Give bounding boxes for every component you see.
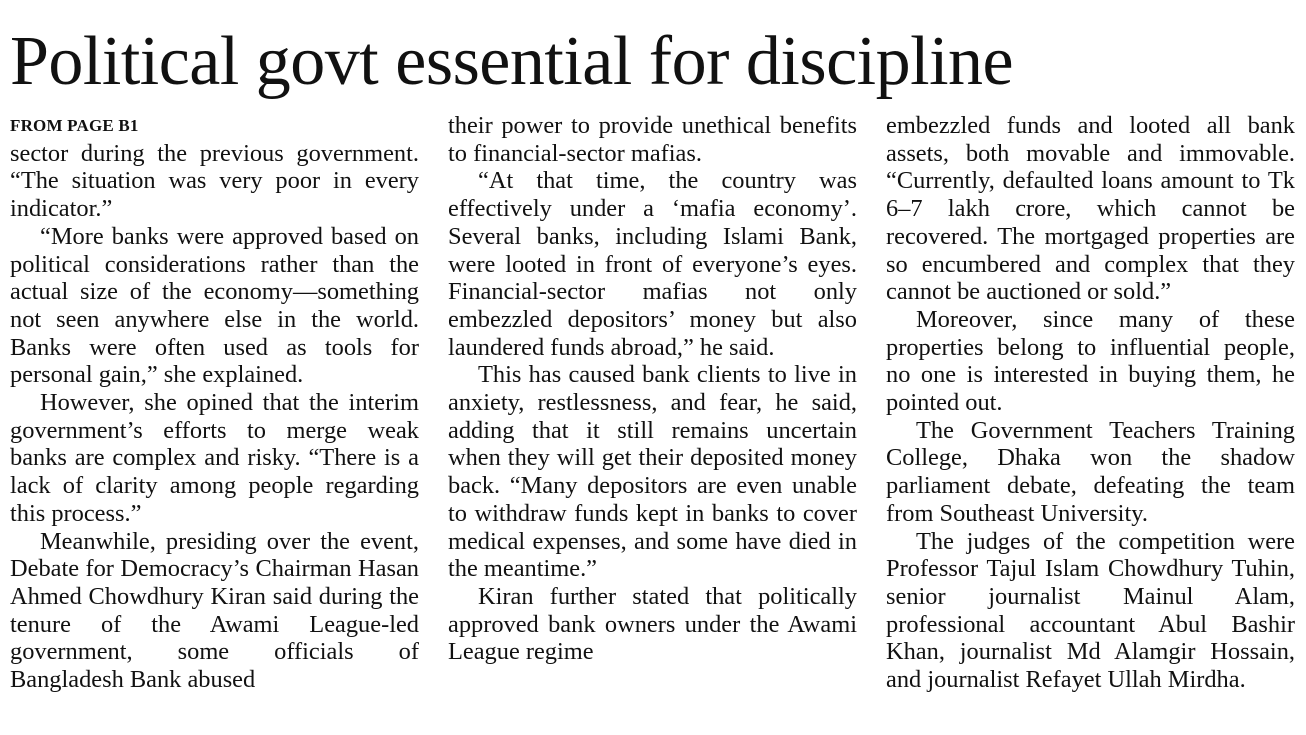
paragraph: their power to provide unethical benefits to financial-sector mafias.: [448, 112, 857, 167]
paragraph: “More banks were approved based on political considerations rather than the actual size of the economy—something not seen anywhere else in the world. Banks were often used as tools for personal gain,” she explained.: [10, 222, 419, 389]
article-column-3: [886, 112, 1295, 694]
paragraph: The Government Teachers Training College, Dhaka won the shadow parliament debate, defeating the team from Southeast University.: [886, 416, 1295, 527]
paragraph: embezzled funds and looted all bank assets, both movable and immovable. “Currently, defaulted loans amount to Tk 6–7 lakh crore, which cannot be recovered. The mortgaged properties are so encumbered and complex that they cannot be auctioned or sold.”: [886, 112, 1295, 306]
article-column-2: [448, 112, 857, 666]
headline: Political govt essential for discipline: [10, 23, 1014, 100]
jump-kicker: FROM PAGE B1: [10, 116, 139, 135]
paragraph: Kiran further stated that politically approved bank owners under the Awami League regime: [448, 582, 857, 666]
paragraph: sector during the previous government. “The situation was very poor in every indicator.”: [10, 139, 419, 223]
paragraph: Moreover, since many of these properties belong to influential people, no one is interested in buying them, he pointed out.: [886, 305, 1295, 417]
article-column-1: [10, 112, 419, 694]
paragraph: However, she opined that the interim government’s efforts to merge weak banks are complex and risky. “There is a lack of clarity among people regarding this process.”: [10, 389, 419, 527]
paragraph: “At that time, the country was effectively under a ‘mafia economy’. Several banks, including Islami Bank, were looted in front of everyone’s eyes. Financial-sector mafias not only embezzled depositors’ money but also laundered funds abroad,” he said.: [448, 167, 857, 361]
paragraph: The judges of the competition were Professor Tajul Islam Chowdhury Tuhin, senior journalist Mainul Alam, professional accountant Abul Bashir Khan, journalist Md Alamgir Hossain, and journalist Refayet Ullah Mirdha.: [886, 527, 1295, 694]
paragraph: This has caused bank clients to live in anxiety, restlessness, and fear, he said, adding that it still remains uncertain when they will get their deposited money back. “Many depositors are even unable to withdraw funds kept in banks to cover medical expenses, and some have died in the meantime.”: [448, 361, 857, 583]
paragraph: Meanwhile, presiding over the event, Debate for Democracy’s Chairman Hasan Ahmed Chowdhury Kiran said during the tenure of the Awami League-led government, some officials of Bangladesh Bank abused: [10, 527, 419, 694]
